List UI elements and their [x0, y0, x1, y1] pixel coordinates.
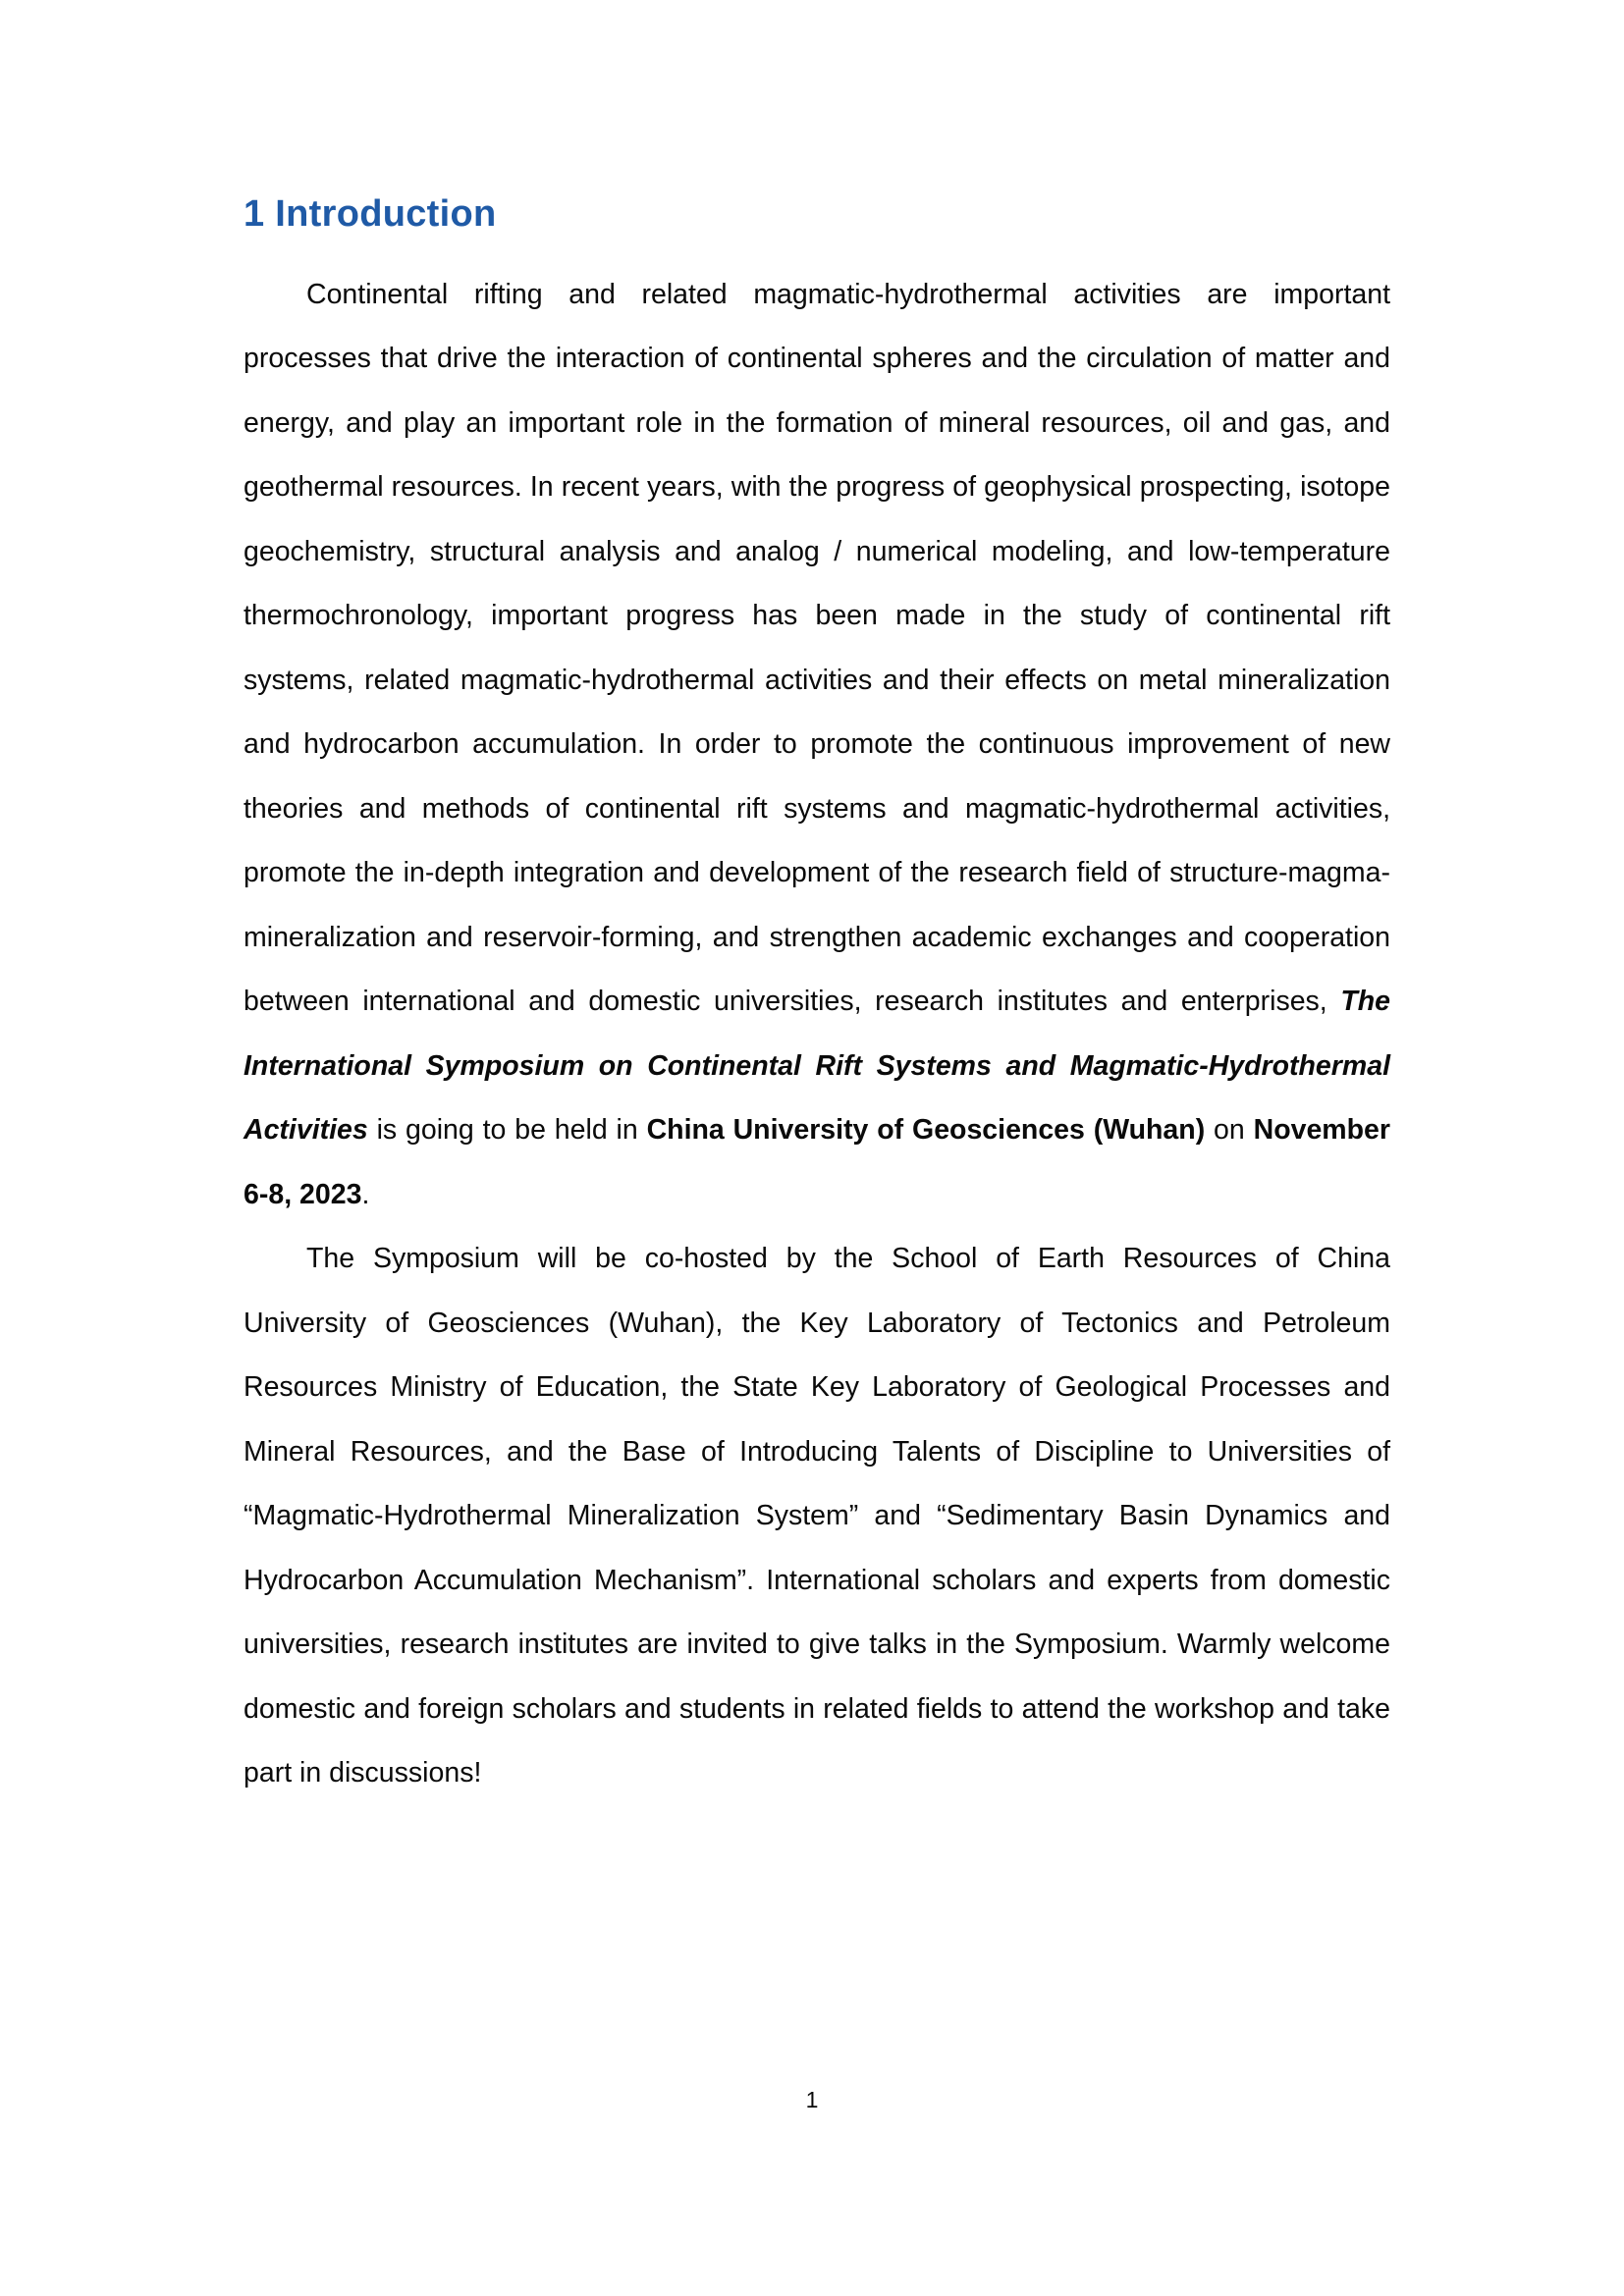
- paragraph-hosts: The Symposium will be co-hosted by the School of Earth Resources of China University of Geosciences (Wuhan), the Key Laboratory of Tectonics and Petroleum Resources Ministry of Education, the State Key Laboratory of Geological Processes and Mineral Resources, and the Base of Introducing Talents of Discipline to Universities of “Magmatic-Hydrothermal Mineralization System” and “Sedimentary Basin Dynamics and Hydrocarbon Accumulation Mechanism”. International scholars and experts from domestic universities, research institutes are invited to give talks in the Symposium. Warmly welcome domestic and foreign scholars and students in related fields to attend the workshop and take part in discussions!: [244, 1243, 1390, 1789]
- section-heading: 1 Introduction: [244, 193, 497, 235]
- paragraph1-text-part3: on: [1205, 1114, 1254, 1147]
- paragraph-introduction: [244, 263, 1390, 1228]
- paragraph1-text-part2: is going to be held in: [367, 1114, 647, 1147]
- paragraph1-text-part1: Continental rifting and related magmatic-hydrothermal activities are important processes that drive the interaction of continental spheres and the circulation of matter and energy, and play an important role in the formation of mineral resources, oil and gas, and geothermal resources. In recent years, with the progress of geophysical prospecting, isotope geochemistry, structural analysis and analog / numerical modeling, and low-temperature thermochronology, important progress has been made in the study of continental rift systems, related magmatic-hydrothermal activities and their effects on metal mineralization and hydrocarbon accumulation. In order to promote the continuous improvement of new theories and methods of continental rift systems and magmatic-hydrothermal activities, promote the in-depth integration and development of the research field of structure-magma-mineralization and reservoir-forming, and strengthen academic exchanges and cooperation between international and domestic universities, research institutes and enterprises,: [244, 278, 1390, 1018]
- date-emphasis: November 6-8, 2023: [244, 1114, 1390, 1210]
- page-number: 1: [805, 2087, 819, 2112]
- paragraph1-text-part4: .: [361, 1178, 370, 1210]
- symposium-title-emphasis: The International Symposium on Continental Rift Systems and Magmatic-Hydrothermal Activities: [244, 986, 1390, 1147]
- venue-emphasis: China University of Geosciences (Wuhan): [646, 1114, 1206, 1147]
- page-content: [244, 192, 1390, 1806]
